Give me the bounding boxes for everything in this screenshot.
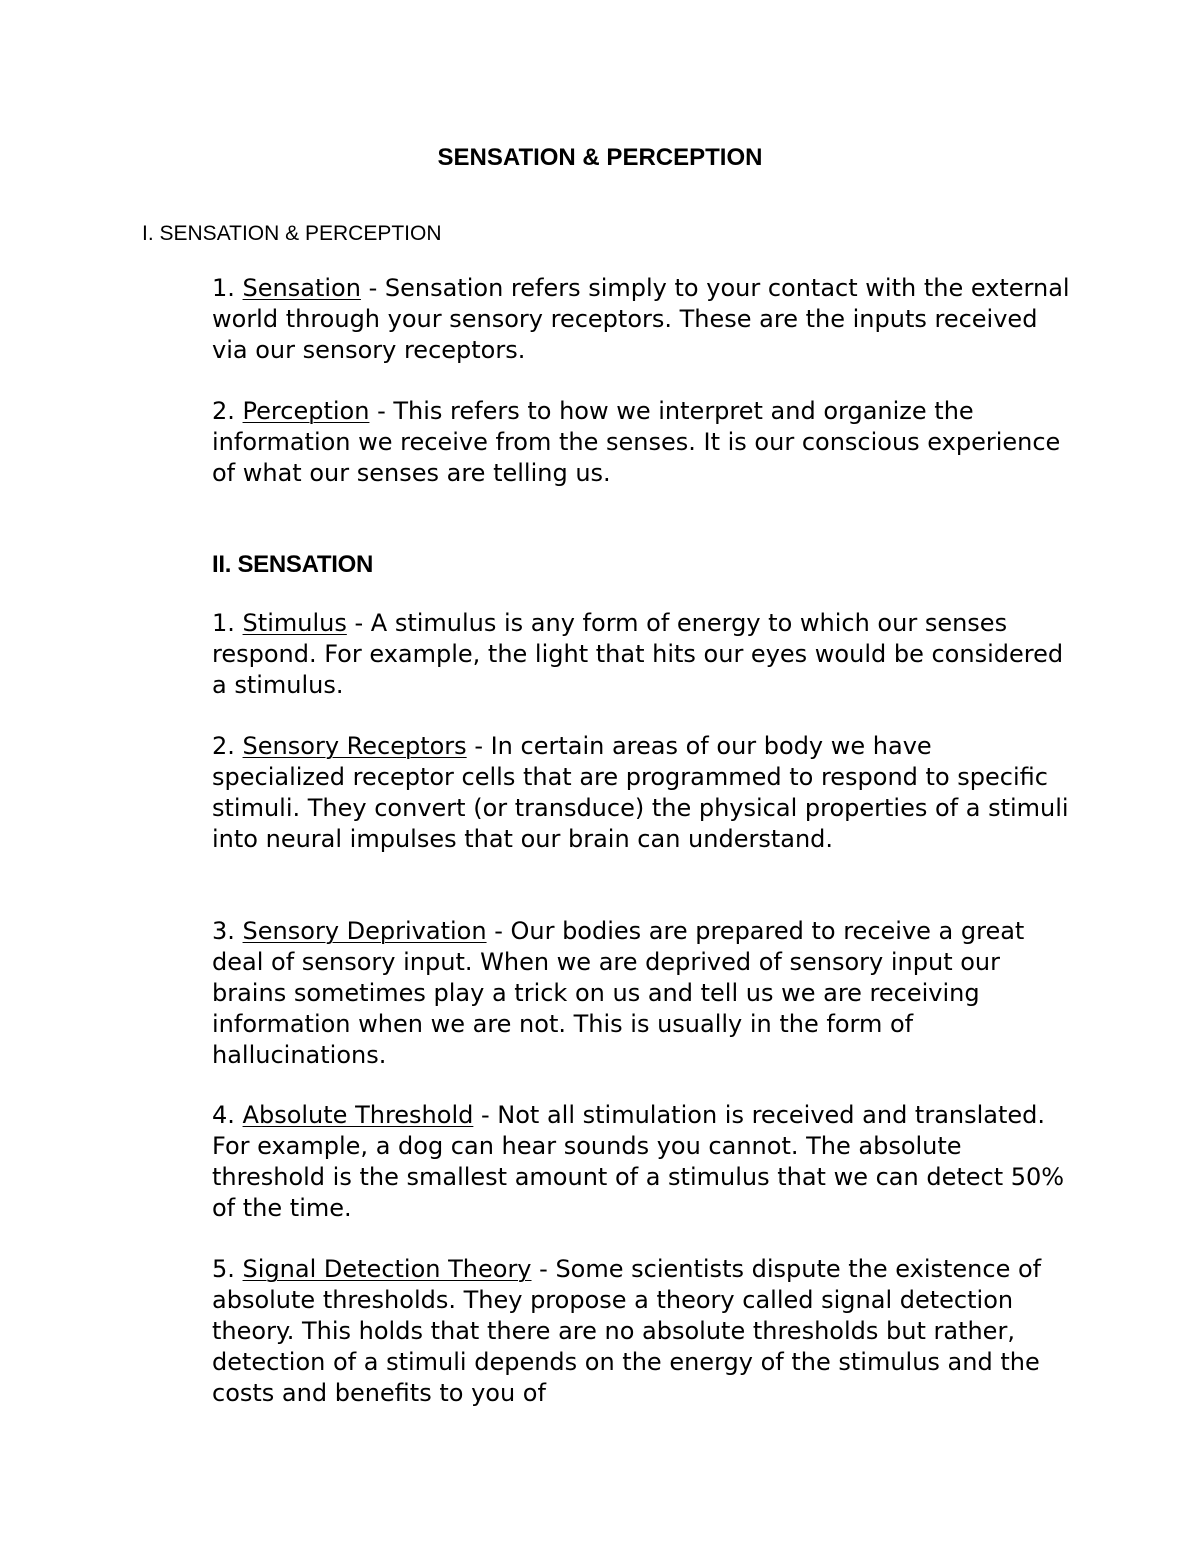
term-stimulus: Stimulus (242, 609, 347, 637)
entry-definition: - In certain areas of our body we have specialized receptor cells that are programmed to respond to specific stimuli. They convert (or transduce) the physical properties of a stimuli into neural impulses that our brain can understand. (212, 732, 1069, 853)
definition-stimulus (212, 608, 1072, 701)
entry-number: 2. (212, 732, 235, 760)
entry-number: 1. (212, 274, 235, 302)
definition-sensory-deprivation (212, 916, 1072, 1071)
term-sensory-deprivation: Sensory Deprivation (242, 917, 487, 945)
definition-signal-detection-theory (212, 1254, 1072, 1409)
document-title: SENSATION & PERCEPTION (437, 144, 763, 171)
term-sensation: Sensation (242, 274, 361, 302)
entry-definition: - Our bodies are prepared to receive a great deal of sensory input. When we are deprived of sensory input our brains sometimes play a trick on us and tell us we are receiving information when we are not. This is usually in the form of hallucinations. (212, 917, 1025, 1069)
entry-definition: - Some scientists dispute the existence of absolute thresholds. They propose a theory called signal detection theory. This holds that there are no absolute thresholds but rather, detection of a stimuli depends on the energy of the stimulus and the costs and benefits to you of (212, 1255, 1042, 1407)
term-absolute-threshold: Absolute Threshold (242, 1101, 474, 1129)
entry-number: 1. (212, 609, 235, 637)
entry-number: 5. (212, 1255, 235, 1283)
entry-definition: - A stimulus is any form of energy to which our senses respond. For example, the light that hits our eyes would be considered a stimulus. (212, 609, 1064, 699)
definition-perception (212, 396, 1072, 489)
entry-number: 3. (212, 917, 235, 945)
entry-number: 2. (212, 397, 235, 425)
section-2-heading: II. SENSATION (212, 551, 374, 578)
definition-sensory-receptors (212, 731, 1072, 855)
section-1-heading: I. SENSATION & PERCEPTION (142, 222, 442, 245)
definition-absolute-threshold (212, 1100, 1072, 1224)
entry-definition: - Sensation refers simply to your contact with the external world through your sensory receptors. These are the inputs received via our sensory receptors. (212, 274, 1070, 364)
term-sensory-receptors: Sensory Receptors (242, 732, 467, 760)
entry-number: 4. (212, 1101, 235, 1129)
definition-sensation (212, 273, 1072, 366)
entry-definition: - Not all stimulation is received and translated. For example, a dog can hear sounds you cannot. The absolute threshold is the smallest amount of a stimulus that we can detect 50% of the time. (212, 1101, 1065, 1222)
term-perception: Perception (242, 397, 370, 425)
term-signal-detection-theory: Signal Detection Theory (242, 1255, 532, 1283)
entry-definition: - This refers to how we interpret and organize the information we receive from the senses. It is our conscious experience of what our senses are telling us. (212, 397, 1061, 487)
